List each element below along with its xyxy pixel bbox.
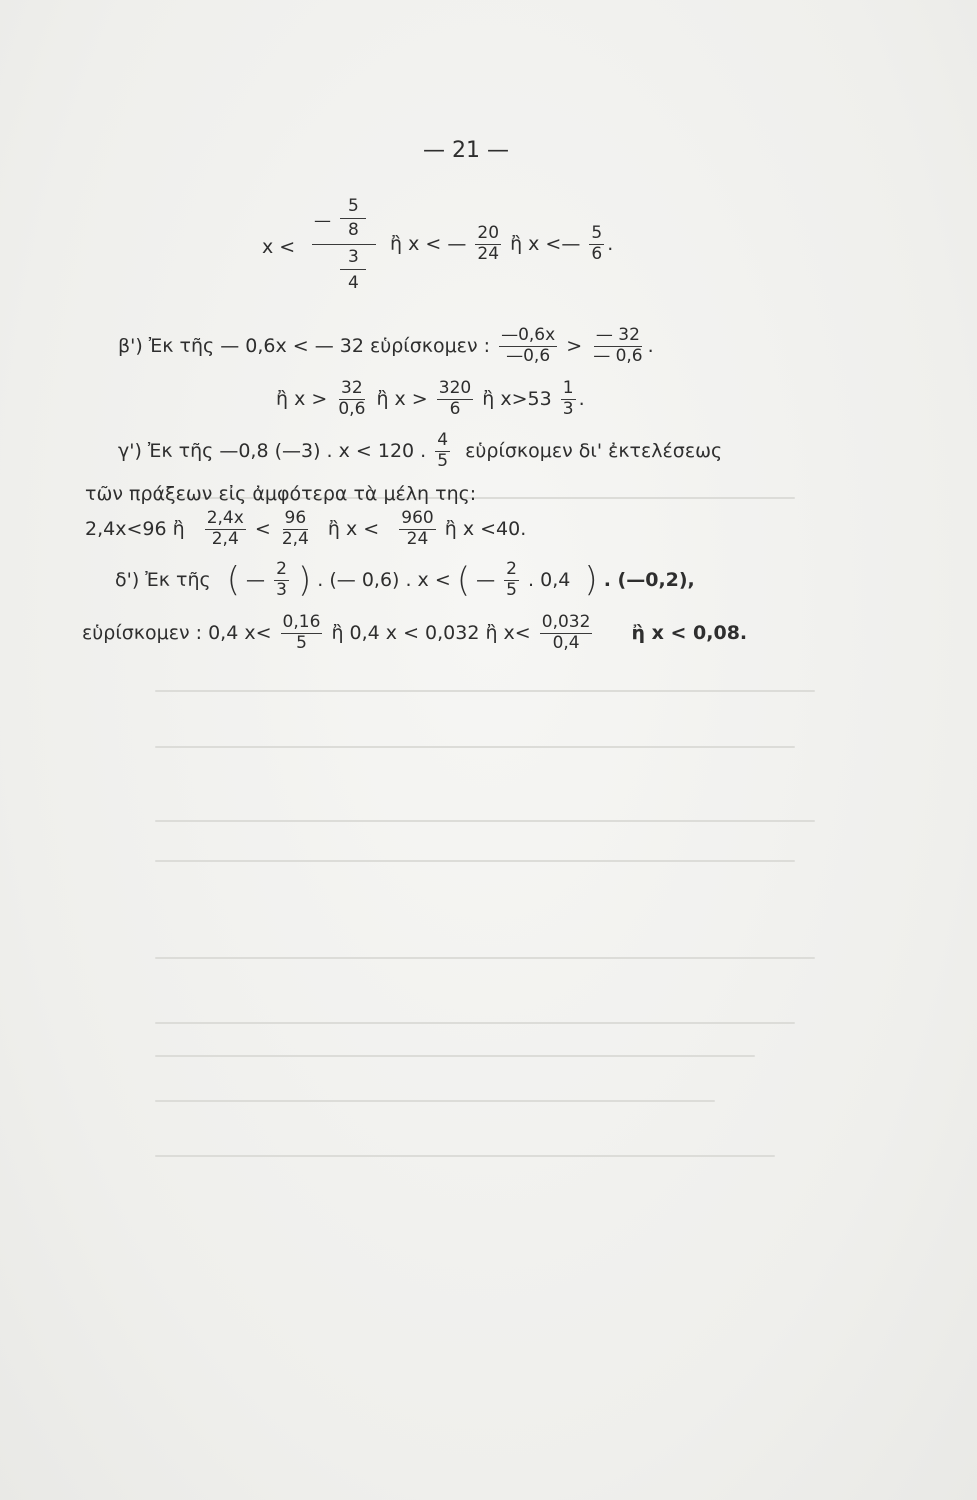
fraction-bar [340, 269, 366, 270]
page-number: — 21 — [423, 138, 509, 163]
sign: — [314, 211, 331, 231]
fraction: $\frac{0,032}{0,4}$ [541, 612, 591, 653]
fraction: $\frac{32}{0,6}$ [338, 378, 366, 419]
left-paren: ( [226, 560, 240, 601]
equation-line-6: δ') Ἐκ τῆς ( — $\frac{2}{3}$ ) . (— 0,6) . x < ( — $\frac{2}{5}$ . 0,4 ) . (—0,2), [115, 559, 695, 601]
fraction: $\frac{—0,6x}{—0,6}$ [501, 325, 556, 366]
equation-line-3: γ') Ἐκ τῆς —0,8 (—3) . x < 120 . $\frac{4}{5}$ εὑρίσκομεν δι' ἐκτελέσεως [118, 430, 723, 471]
bleed-through-line [155, 690, 815, 692]
numerator: 5 [348, 196, 359, 216]
left-paren: ( [456, 560, 471, 601]
fraction: $\frac{960}{24}$ [401, 508, 434, 549]
bleed-through-line [155, 1055, 755, 1057]
expr-text: ἢ x < — $\frac{20}{24}$ ἢ x <— $\frac{5}{6}$ . [390, 223, 614, 264]
expr-text: x < [262, 236, 296, 258]
equation-line-5: 2,4x<96 ἢ $\frac{2,4x}{2,4}$ < $\frac{96}{2,4}$ ἢ x < $\frac{960}{24}$ ἢ x <40. [85, 508, 527, 549]
bleed-through-line [155, 860, 795, 862]
equation-line-1: β') Ἐκ τῆς — 0,6x < — 32 εὑρίσκομεν : $\frac{—0,6x}{—0,6}$ > $\frac{— 32}{— 0,6}$ . [118, 325, 654, 366]
denominator: 8 [348, 220, 359, 240]
bleed-through-line [155, 957, 815, 959]
bleed-through-line [155, 1100, 715, 1102]
fraction: $\frac{96}{2,4}$ [281, 508, 309, 549]
bleed-through-line [155, 746, 795, 748]
right-paren: ) [297, 560, 312, 601]
denominator: 3 [348, 247, 359, 267]
fraction: $\frac{2}{5}$ [506, 559, 517, 600]
fraction: $\frac{5}{6}$ [591, 223, 603, 264]
fraction: $\frac{2}{3}$ [276, 559, 287, 600]
fraction: $\frac{4}{5}$ [437, 430, 449, 471]
fraction: $\frac{2,4x}{2,4}$ [206, 508, 244, 549]
main-fraction-bar [312, 244, 376, 245]
fraction: $\frac{20}{24}$ [477, 223, 500, 264]
denominator: 4 [348, 273, 359, 293]
equation-line-2: ἢ x > $\frac{32}{0,6}$ ἢ x > $\frac{320}{6}$ ἢ x>53 $\frac{1}{3}$ . [276, 378, 585, 419]
bleed-through-line [155, 820, 815, 822]
fraction: $\frac{320}{6}$ [438, 378, 472, 419]
right-paren: ) [584, 560, 598, 601]
fraction: $\frac{— 32}{— 0,6}$ [593, 325, 643, 366]
equation-line-7: εὑρίσκομεν : 0,4 x< $\frac{0,16}{5}$ ἢ 0,4 x < 0,032 ἢ x< $\frac{0,032}{0,4}$ ἢ x < 0,08. [82, 612, 748, 653]
fraction: $\frac{1}{3}$ [562, 378, 574, 419]
text-line-4: τῶν πράξεων εἰς ἀμφότερα τὰ μέλη της: [85, 483, 477, 505]
bleed-through-line [155, 1155, 775, 1157]
fraction-bar [340, 218, 366, 219]
fraction: $\frac{0,16}{5}$ [282, 612, 321, 653]
bleed-through-line [155, 1022, 795, 1024]
